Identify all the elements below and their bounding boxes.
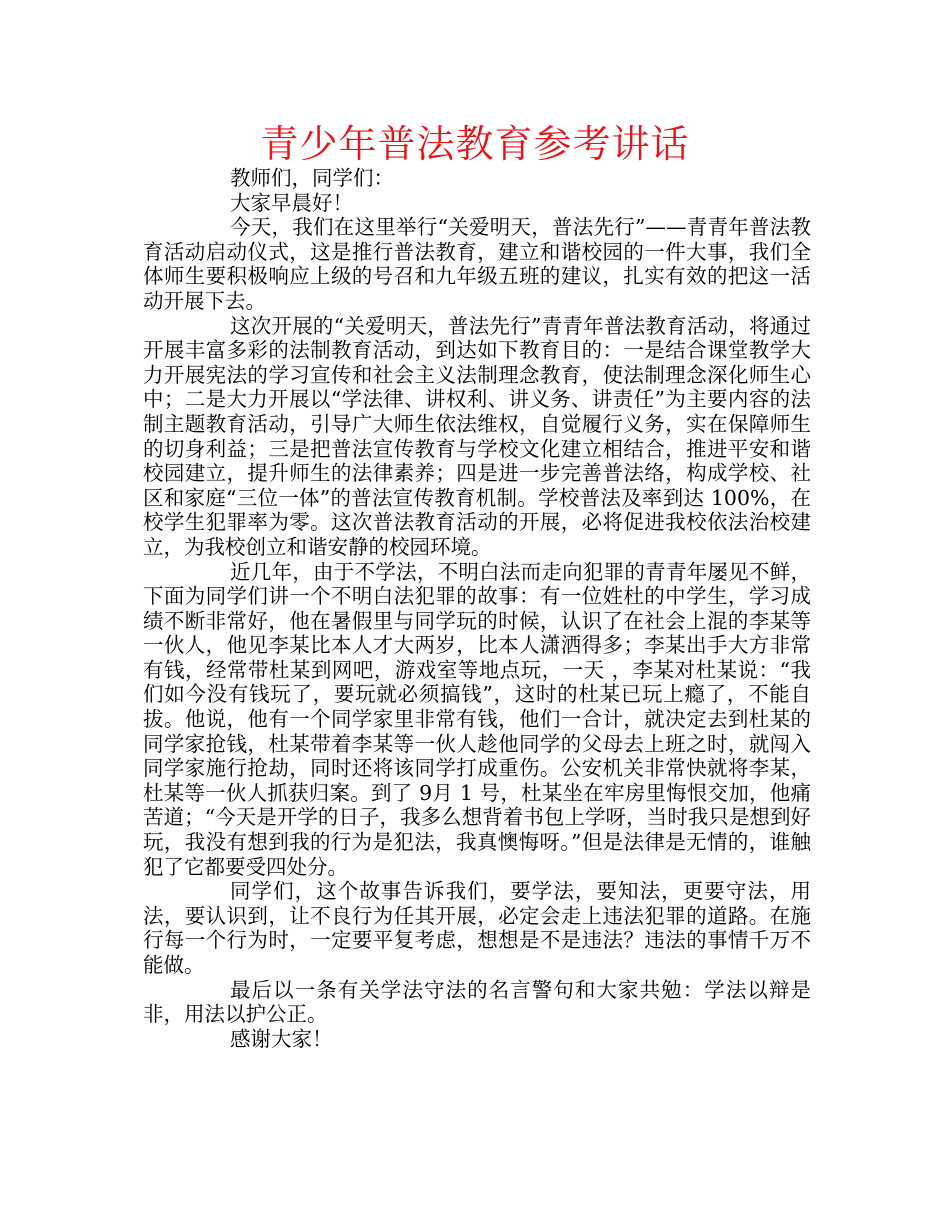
document-body	[143, 166, 811, 1051]
paragraph-4: 同学们，这个故事告诉我们，要学法，要知法，更要守法，用法，要认识到，让不良行为任其开展，必定会走上违法犯罪的道路。在施行每一个行为时，一定要平复考虑，想想是不是违法？违法的事情千万不能做。	[143, 879, 811, 977]
paragraph-5: 最后以一条有关学法守法的名言警句和大家共勉：学法以辩是非，用法以护公正。	[143, 977, 811, 1027]
opening-line: 大家早晨好！	[230, 190, 353, 215]
paragraph-3: 近几年，由于不学法，不明白法而走向犯罪的青青年屡见不鲜，下面为同学们讲一个不明白法犯罪的故事：有一位姓杜的中学生，学习成绩不断非常好，他在暑假里与同学玩的时候，认识了在社会上混的李某等一伙人，他见李某比本人才大两岁，比本人潇洒得多；李某出手大方非常有钱，经常带杜某到网吧，游戏室等地点玩，一天 ，李某对杜某说：“我们如今没有钱玩了，要玩就必须搞钱”，这时的杜某已玩上瘾了，不能自拔。他说，他有一个同学家里非常有钱，他们一合计，就决定去到杜某的同学家抢钱，杜某带着李某等一伙人趁他同学的父母去上班之时，就闯入同学家施行抢劫，同时还将该同学打成重伤。公安机关非常快就将李某，杜某等一伙人抓获归案。到了 9月 1 号，杜某坐在牢房里悔恨交加，他痛苦道；“今天是开学的日子，我多么想背着书包上学呀，当时我只是想到好玩，我没有想到我的行为是犯法，我真懊悔呀。”但是法律是无情的，谁触犯了它都要受四处分。	[143, 559, 811, 879]
paragraph-1: 今天，我们在这里举行“关爱明天，普法先行”——青青年普法教育活动启动仪式，这是推行普法教育，建立和谐校园的一件大事，我们全体师生要积极响应上级的号召和九年级五班的建议，扎实有效的把这一活动开展下去。	[143, 215, 811, 313]
document-title: 青少年普法教育参考讲话	[260, 122, 690, 166]
paragraph-2: 这次开展的“关爱明天，普法先行”青青年普法教育活动，将通过开展丰富多彩的法制教育活动，到达如下教育目的：一是结合课堂教学大力开展宪法的学习宣传和社会主义法制理念教育，使法制理念深化师生心中；二是大力开展以“学法律、讲权利、讲义务、讲责任”为主要内容的法制主题教育活动，引导广大师生依法维权，自觉履行义务，实在保障师生的切身利益；三是把普法宣传教育与学校文化建立相结合，推进平安和谐校园建立，提升师生的法律素养；四是进一步完善普法络，构成学校、社区和家庭“三位一体”的普法宣传教育机制。学校普法及率到达 100%，在校学生犯罪率为零。这次普法教育活动的开展，必将促进我校依法治校建立，为我校创立和谐安静的校园环境。	[143, 313, 811, 559]
closing-line: 感谢大家！	[230, 1026, 333, 1051]
greeting-line: 教师们，同学们：	[230, 166, 394, 190]
